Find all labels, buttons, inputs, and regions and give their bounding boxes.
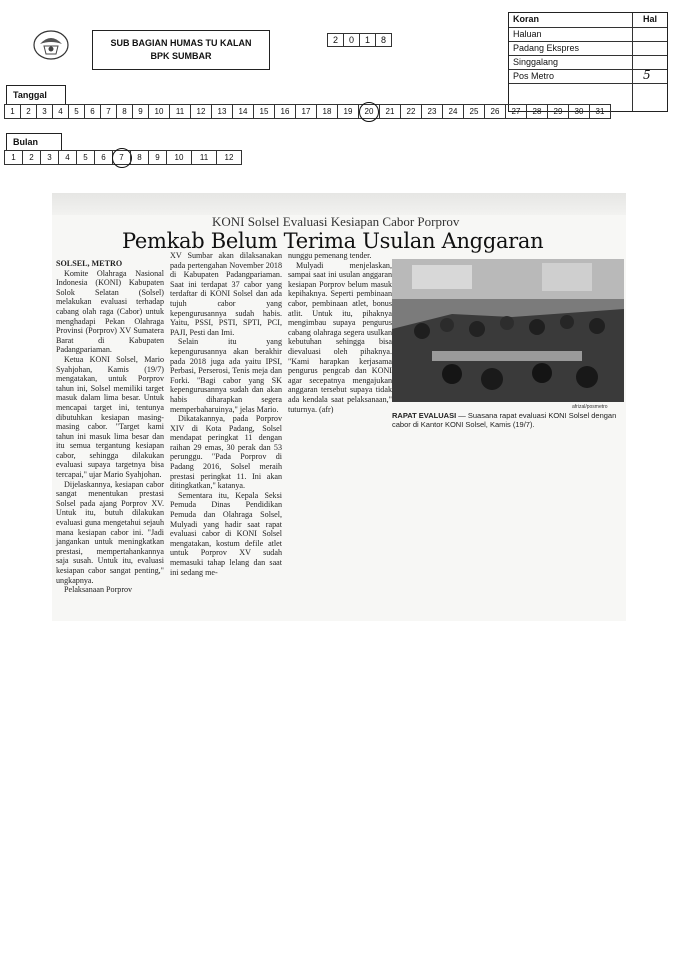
day-cell: 3 bbox=[36, 104, 53, 119]
hal-header: Hal bbox=[642, 14, 657, 24]
year-boxes bbox=[328, 33, 392, 47]
paragraph: Mulyadi menjelaskan, sampai saat ini usulan anggaran kesiapan Porprov belum masuk kepihaknya. Seperti pembinaan cabor, pembinaan atlet, bonus atlit. Untuk itu, pihaknya mengimbau supaya pengurus cabang olahraga segera usulkan kebutuhan sehingga bisa dievaluasi oleh pihaknya. "Kami harapkan kerjasama pengurus pengcab dan KONI agar secepatnya mengajukan anggaran tersebut supaya tidak ada kendala saat pelaksanaan," tuturnya. (afr) bbox=[288, 260, 392, 414]
day-cell: 23 bbox=[421, 104, 443, 119]
article-photo bbox=[392, 259, 624, 402]
month-cell: 10 bbox=[166, 150, 192, 165]
newspaper-clipping bbox=[52, 193, 626, 621]
department-name: SUB BAGIAN HUMAS TU KALAN bbox=[110, 38, 252, 48]
month-cell: 7 bbox=[112, 150, 131, 165]
month-cell: 11 bbox=[191, 150, 217, 165]
year-digit: 1 bbox=[359, 33, 376, 47]
paragraph: Dijelaskannya, kesiapan cabor sangat menentukan prestasi Solsel pada ajang Porprov XV. Untuk itu, butuh dilakukan evaluasi guna mengetahui sejauh mana kesiapan cabor ini. "Jadi jangankan untuk meningkatkan prestasi, mempertahankannya saja susah. Untuk itu, evaluasi kesiapan cabor sangat penting," ungkapnya. bbox=[56, 479, 164, 585]
day-cell: 7 bbox=[100, 104, 117, 119]
newspaper-table bbox=[508, 12, 668, 112]
article-column-1 bbox=[56, 259, 164, 595]
department-region: BPK SUMBAR bbox=[150, 51, 212, 61]
koran-header: Koran bbox=[509, 13, 633, 27]
article-kicker: KONI Solsel Evaluasi Kesiapan Cabor Porprov bbox=[212, 214, 460, 229]
handwritten-page-number: 5 bbox=[643, 68, 651, 82]
photo-credit: afrizal/posmetro bbox=[572, 404, 608, 410]
day-cell: 22 bbox=[400, 104, 422, 119]
tanggal-label: Tanggal bbox=[6, 85, 66, 105]
month-cell: 3 bbox=[40, 150, 59, 165]
day-cell: 17 bbox=[295, 104, 317, 119]
newspaper-name: Padang Ekspres bbox=[509, 42, 633, 55]
newspaper-name: Pos Metro bbox=[509, 70, 633, 83]
paragraph: Dikatakannya, pada Porprov XIV di Kota Padang, Solsel mendapat peringkat 11 dengan raihan 29 emas, 30 perak dan 53 perunggu. "Pada Porprov di Padang 2016, Solsel meraih prestasi peringkat 11. Ini akan ditingkatkan," katanya. bbox=[170, 414, 282, 491]
article-column-2 bbox=[170, 251, 282, 577]
article-headline: Pemkab Belum Terima Usulan Anggaran bbox=[122, 229, 544, 253]
day-cell: 29 bbox=[547, 104, 569, 119]
day-cell: 26 bbox=[484, 104, 506, 119]
day-cell: 5 bbox=[68, 104, 85, 119]
day-cell: 24 bbox=[442, 104, 464, 119]
day-cell: 8 bbox=[116, 104, 133, 119]
paragraph: Selain itu yang kepengurusannya akan berakhir pada 2018 juga ada yaitu IPSI, Perbasi, Perserosi, Tenis meja dan Forki. "Bagi cabor yang SK kepengurusannya sudah dan akan habis diharapkan segera memperbaharuinya," jelas Mario. bbox=[170, 337, 282, 414]
year-digit: 8 bbox=[375, 33, 392, 47]
day-cell: 1 bbox=[4, 104, 21, 119]
photo-caption bbox=[392, 411, 624, 429]
day-cell: 15 bbox=[253, 104, 275, 119]
month-cell: 4 bbox=[58, 150, 77, 165]
article-dateline: SOLSEL, METRO bbox=[56, 259, 123, 268]
newspaper-name: Singgalang bbox=[509, 56, 633, 69]
month-cell: 8 bbox=[130, 150, 149, 165]
day-cell: 31 bbox=[589, 104, 611, 119]
month-cell: 9 bbox=[148, 150, 167, 165]
month-cell: 1 bbox=[4, 150, 23, 165]
day-cell: 16 bbox=[274, 104, 296, 119]
month-cell: 6 bbox=[94, 150, 113, 165]
day-cell: 20 bbox=[358, 104, 380, 119]
day-cell: 4 bbox=[52, 104, 69, 119]
day-cell: 27 bbox=[505, 104, 527, 119]
day-cell: 13 bbox=[211, 104, 233, 119]
paragraph: Komite Olahraga Nasional Indonesia (KONI) Kabupaten Solok Selatan (Solsel) melakukan evaluasi terhadap cabang olah raga (Cabor) untuk menghadapi Pekan Olahraga Provinsi (Porprov) XV Sumatera Barat di Kabupaten Padangpariaman. bbox=[56, 268, 164, 355]
day-cell: 10 bbox=[148, 104, 170, 119]
year-digit: 0 bbox=[343, 33, 360, 47]
caption-text: — Suasana rapat evaluasi KONI Solsel dengan cabor di Kantor KONI Solsel, Kamis (19/7). bbox=[392, 411, 617, 429]
paragraph: Ketua KONI Solsel, Mario Syahjohan, Kamis (19/7) mengatakan, untuk Porprov tahun ini, Solsel memiliki target masuk dalam lima besar. Untuk mencapai target ini, tentunya dibutuhkan kesiapan masing-masing cabor. "Target kami tahun ini masuk lima besar dan itu semua tergantung kesiapan cabor, sehingga dilakukan evaluasi supaya targetnya bisa tercapai," ujar Mario Syahjohan. bbox=[56, 354, 164, 480]
day-cell: 14 bbox=[232, 104, 254, 119]
year-digit: 2 bbox=[327, 33, 344, 47]
day-cell: 25 bbox=[463, 104, 485, 119]
paragraph: Pelaksanaan Porprov bbox=[64, 585, 133, 595]
day-cell: 28 bbox=[526, 104, 548, 119]
day-cell: 18 bbox=[316, 104, 338, 119]
month-cell: 2 bbox=[22, 150, 41, 165]
day-cell: 11 bbox=[169, 104, 191, 119]
newspaper-name: Haluan bbox=[509, 28, 633, 41]
paragraph: XV Sumbar akan dilaksanakan pada pertengahan November 2018 di Kabupaten Padangpariaman. Saat ini terdapat 37 cabor yang terdaftar di KONI Solsel dan ada tujuh cabor yang kepengurusannya sudah habis. Yaitu, PSSI, PSTI, SPTI, PCI, PAJI, Pesti dan Imi. bbox=[170, 251, 282, 337]
caption-title: RAPAT EVALUASI bbox=[392, 411, 457, 420]
day-cell: 30 bbox=[568, 104, 590, 119]
day-cell: 19 bbox=[337, 104, 359, 119]
day-cell: 12 bbox=[190, 104, 212, 119]
month-grid bbox=[5, 150, 242, 165]
day-cell: 6 bbox=[84, 104, 101, 119]
day-cell: 21 bbox=[379, 104, 401, 119]
page-number-cell bbox=[633, 70, 667, 83]
day-cell: 2 bbox=[20, 104, 37, 119]
paragraph: Sementara itu, Kepala Seksi Pemuda Dinas Pendidikan Pemuda dan Olahraga Solsel, Mulyadi yang hadir saat rapat evaluasi cabor di KONI Solsel mengatakan, kostum defile atlet untuk Porprov XV sudah memasuki tahap lelang dan saat ini sedang me- bbox=[170, 490, 282, 577]
department-header bbox=[92, 30, 270, 70]
paragraph: nunggu pemenang tender. bbox=[288, 251, 372, 260]
month-cell: 12 bbox=[216, 150, 242, 165]
article-column-3 bbox=[288, 251, 392, 414]
month-cell: 5 bbox=[76, 150, 95, 165]
clipping-top-strip bbox=[52, 193, 626, 215]
bulan-label: Bulan bbox=[6, 133, 62, 151]
day-cell: 9 bbox=[132, 104, 149, 119]
institution-seal-icon bbox=[32, 28, 70, 62]
day-grid bbox=[5, 104, 611, 119]
